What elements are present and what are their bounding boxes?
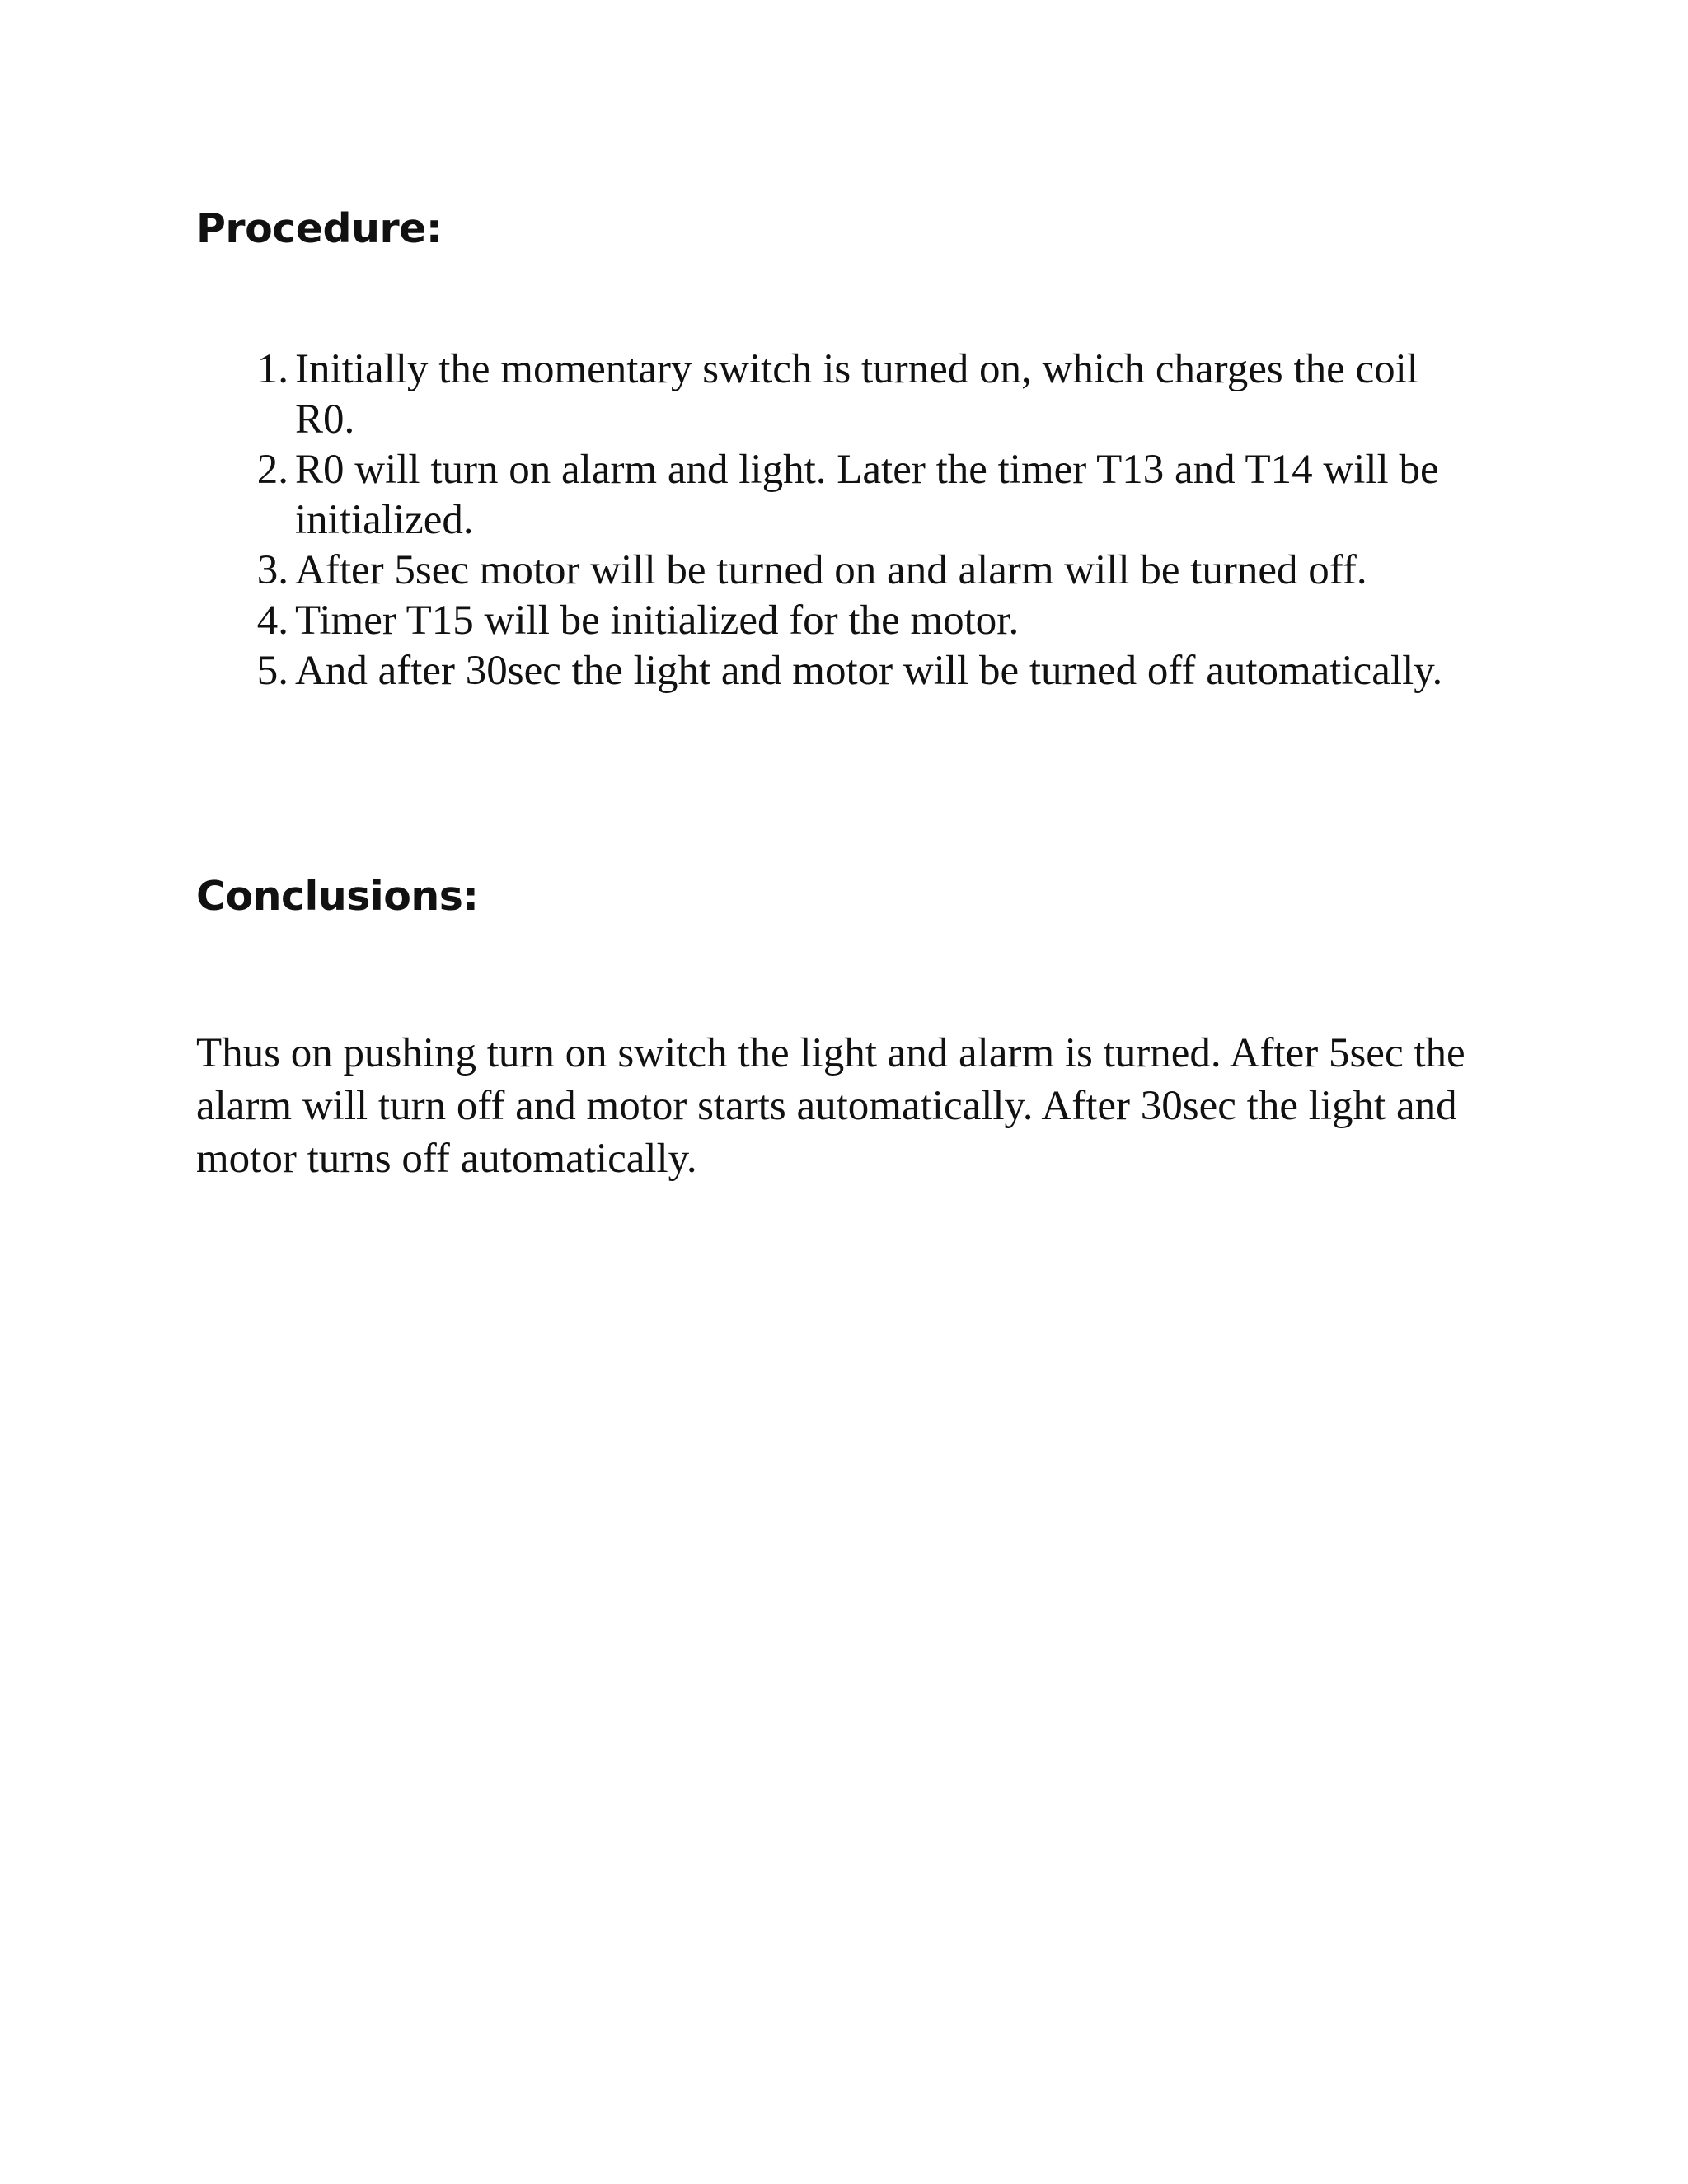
step-text: And after 30sec the light and motor will be turned off automatically.	[295, 648, 1443, 694]
step-number: 1.	[256, 346, 288, 392]
procedure-steps-list	[239, 344, 1475, 696]
step-text: Initially the momentary switch is turned on, which charges the coil R0.	[295, 346, 1418, 443]
procedure-step-2	[239, 445, 1475, 546]
step-number: 2.	[256, 447, 288, 493]
step-text: Timer T15 will be initialized for the motor.	[295, 598, 1020, 644]
procedure-step-3	[239, 546, 1475, 596]
step-text: R0 will turn on alarm and light. Later the timer T13 and T14 will be initialized.	[295, 447, 1439, 543]
step-number: 4.	[256, 598, 288, 644]
conclusions-heading: Conclusions:	[196, 873, 479, 920]
step-number: 3.	[256, 547, 288, 593]
procedure-step-1	[239, 344, 1475, 445]
step-number: 5.	[256, 648, 288, 694]
step-text: After 5sec motor will be turned on and alarm will be turned off.	[295, 547, 1367, 593]
procedure-step-4	[239, 596, 1475, 646]
procedure-step-5	[239, 646, 1475, 696]
procedure-heading: Procedure:	[196, 205, 442, 252]
conclusions-paragraph: Thus on pushing turn on switch the light and alarm is turned. After 5sec the alarm will turn off and motor starts automatically. After 30sec the light and motor turns off automatically.	[196, 1030, 1465, 1182]
